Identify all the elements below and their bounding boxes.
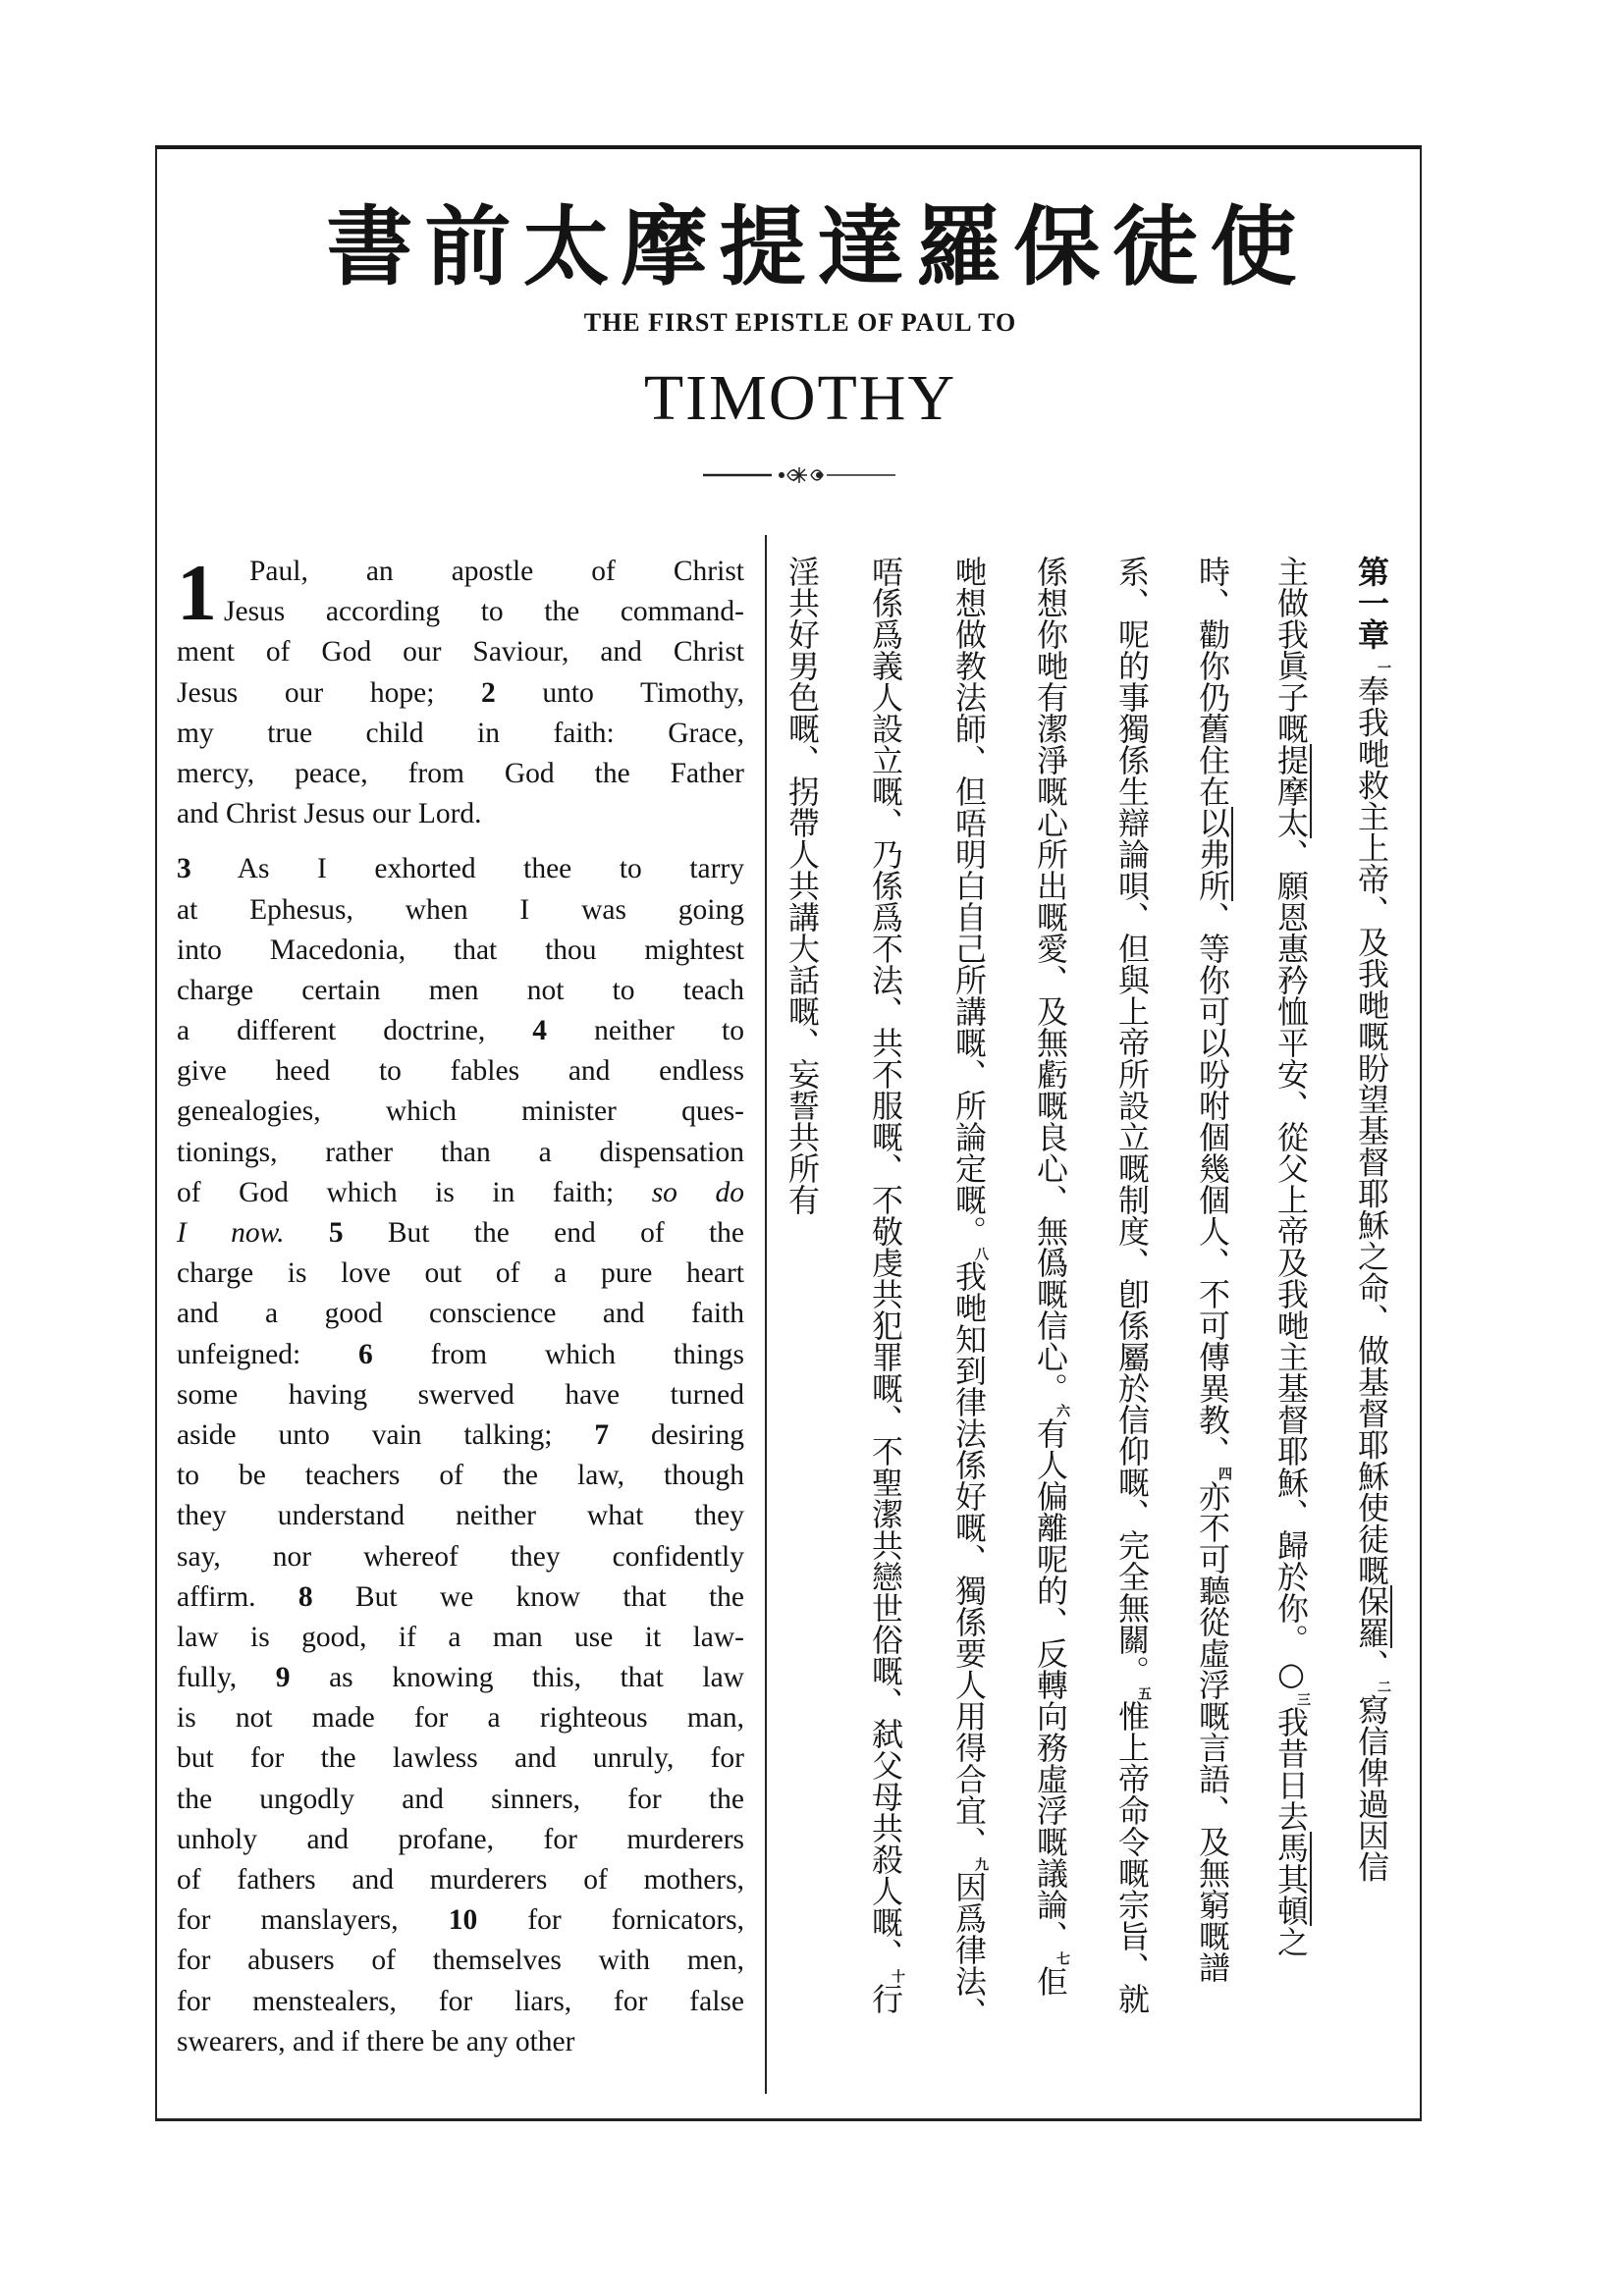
text-run: but for the lawless and unruly, for: [177, 1742, 744, 1775]
text-run: charge is love out of a pure heart: [177, 1257, 744, 1290]
column-divider: [765, 535, 767, 2094]
text-run: my true child in faith: Grace,: [177, 717, 744, 749]
chinese-column: [1191, 556, 1234, 2102]
text-run: is not made for a righteous man,: [177, 1702, 744, 1735]
text-run: aside unto vain talking;: [177, 1418, 595, 1451]
english-subtitle: THE FIRST EPISTLE OF PAUL TO: [583, 308, 1017, 337]
chinese-column: [781, 556, 824, 2102]
verse-number: 6: [358, 1338, 373, 1370]
verse-number: 2: [481, 676, 496, 709]
verse-marker: 十: [890, 1969, 905, 1983]
text-run: Jesus our hope;: [177, 676, 482, 709]
text-run: for manslayers,: [177, 1904, 449, 1937]
text-run: law is good, if a man use it law-: [177, 1621, 744, 1653]
text-line: [177, 1860, 744, 1900]
text-run: 佢: [1032, 1965, 1069, 1997]
title-character: 達: [817, 195, 904, 297]
text-run: for fornicators,: [477, 1904, 744, 1937]
text-run: [285, 1217, 329, 1249]
text-line: [177, 931, 744, 971]
text-run: they understand neither what they: [177, 1500, 744, 1532]
title-character: 摩: [621, 195, 708, 297]
book-title: TIMOTHY: [643, 362, 957, 434]
proper-name: 保羅: [1353, 1585, 1390, 1649]
text-line: [177, 673, 744, 714]
text-run: 、等你可以吩咐個幾個人、不可傳異教、: [1194, 901, 1231, 1467]
text-run: I now.: [177, 1217, 285, 1249]
text-run: 系、呢的事獨係生辯論唄、但與上帝所設立嘅制度、卽係屬於信仰嘅、完全無關。: [1113, 556, 1151, 1686]
english-text-column: [177, 548, 745, 2077]
verse-marker: 七: [1055, 1951, 1070, 1965]
text-run: give heed to fables and endless: [177, 1055, 744, 1088]
text-run: 淫共好男色嘅、拐帶人共講大話嘅、妄誓共所有: [784, 556, 821, 1215]
text-run: and Christ Jesus our Lord.: [177, 798, 482, 830]
text-run: 惟上帝命令嘅宗旨、就: [1113, 1700, 1151, 2014]
text-run: 係想你哋有潔淨嘅心所出嘅愛、及無虧嘅良心、無僞嘅信心。: [1032, 556, 1069, 1404]
text-run: 寫信俾過因信: [1353, 1693, 1390, 1883]
verse-number: 4: [532, 1015, 548, 1047]
text-run: As I exhorted thee to tarry: [190, 853, 744, 885]
text-run: charge certain men not to teach: [177, 974, 744, 1006]
proper-name: 馬其頓: [1272, 1832, 1310, 1926]
text-line: [177, 1092, 744, 1132]
verse-marker: 二: [1376, 1680, 1391, 1694]
text-run: But we know that the: [312, 1580, 744, 1613]
text-run: unfeigned:: [177, 1338, 359, 1370]
text-run: some having swerved have turned: [177, 1378, 744, 1411]
text-run: ment of God our Saviour, and Christ: [177, 636, 744, 668]
text-run: affirm.: [177, 1580, 298, 1613]
text-run: genealogies, which minister ques-: [177, 1095, 744, 1128]
text-line: [177, 890, 744, 931]
verse-number: 5: [328, 1217, 344, 1249]
chinese-column: [1350, 556, 1393, 2102]
text-line: [177, 552, 744, 592]
paragraph: [177, 849, 744, 2062]
text-line: [177, 1658, 744, 1698]
text-run: swearers, and if there be any other: [177, 2025, 575, 2057]
text-line: [177, 1254, 744, 1294]
chinese-title: [0, 192, 1623, 300]
text-line: [177, 632, 744, 672]
verse-marker: 五: [1136, 1686, 1152, 1700]
text-run: neither to: [547, 1015, 744, 1047]
verse-number: 9: [275, 1662, 291, 1694]
chinese-column: [1110, 556, 1154, 2102]
title-character: 書: [326, 195, 413, 297]
text-run: a different doctrine,: [177, 1015, 533, 1047]
text-run: say, nor whereof they confidently: [177, 1540, 744, 1573]
text-line: [177, 1213, 744, 1254]
verse-number: 8: [298, 1580, 313, 1613]
text-line: [177, 1335, 744, 1375]
text-run: at Ephesus, when I was going: [177, 893, 744, 926]
paragraph: [177, 548, 744, 834]
verse-marker: 三: [1295, 1692, 1311, 1706]
text-run: as knowing this, that law: [290, 1662, 744, 1694]
text-run: But the end of the: [343, 1217, 744, 1249]
verse-marker: 八: [973, 1247, 989, 1260]
text-run: 哋想做教法師、但唔明白自己所講嘅、所論定嘅。: [950, 556, 988, 1247]
text-run: 有人偏離呢的、反轉向務虛浮嘅議論、: [1032, 1417, 1069, 1951]
text-line: [177, 1173, 744, 1213]
text-line: [177, 592, 744, 632]
title-character: 羅: [915, 195, 1002, 297]
verse-marker: 六: [1055, 1404, 1070, 1417]
title-character: 徒: [1111, 195, 1199, 297]
chinese-column: [947, 556, 991, 2102]
chinese-column: [864, 556, 907, 2102]
text-run: 唔係爲義人設立嘅、乃係爲不法、共不服嘅、不敬虔共犯罪嘅、不聖潔共戀世俗嘅、弑父母共殺人嘅、: [867, 556, 904, 1969]
text-run: 因爲律法、: [950, 1871, 988, 2028]
chinese-column: [1270, 556, 1313, 2102]
text-run: 主做我眞子嘅: [1272, 556, 1310, 744]
text-run: for abusers of themselves with men,: [177, 1945, 744, 1977]
text-run: Jesus according to the command-: [224, 596, 744, 628]
text-line: [177, 1698, 744, 1738]
proper-name: 提摩太: [1272, 744, 1310, 838]
chinese-column: [1029, 556, 1072, 2102]
text-run: desiring: [609, 1418, 744, 1451]
text-run: fully,: [177, 1662, 276, 1694]
text-line: [177, 1415, 744, 1456]
text-line: [177, 1294, 744, 1334]
title-character: 提: [719, 195, 806, 297]
text-line: [177, 1982, 744, 2022]
title-character: 保: [1013, 195, 1101, 297]
text-run: 我昔日去: [1272, 1706, 1310, 1832]
text-run: mercy, peace, from God the Father: [177, 757, 744, 789]
text-line: [177, 1537, 744, 1577]
proper-name: 以弗所: [1194, 807, 1231, 901]
text-run: from which things: [372, 1338, 745, 1370]
text-line: [177, 1738, 744, 1779]
verse-marker: 一: [1376, 661, 1391, 675]
title-character: 前: [424, 195, 512, 297]
text-run: so do: [651, 1176, 744, 1208]
verse-marker: 九: [973, 1857, 989, 1871]
text-run: 行: [867, 1983, 904, 2014]
text-run: 亦不可聽從虛浮嘅言語、及無窮嘅譜: [1194, 1480, 1231, 1983]
text-line: [177, 1780, 744, 1820]
text-line: [177, 1820, 744, 1860]
text-line: [177, 1133, 744, 1173]
text-run: into Macedonia, that thou mightest: [177, 934, 744, 966]
text-line: [177, 714, 744, 754]
text-run: the ungodly and sinners, for the: [177, 1783, 744, 1815]
text-line: [177, 2022, 744, 2062]
text-line: [177, 849, 744, 889]
text-run: of fathers and murderers of mothers,: [177, 1864, 744, 1896]
verse-number: 10: [448, 1904, 478, 1937]
verse-number: 7: [594, 1418, 610, 1451]
chapter-number-dropcap: 1: [177, 548, 217, 637]
ornament-divider: [703, 463, 895, 487]
text-run: 、: [1353, 1648, 1390, 1681]
text-line: [177, 1900, 744, 1941]
text-run: for menstealers, for liars, for false: [177, 1985, 744, 2017]
text-line: [177, 1051, 744, 1092]
text-line: [177, 1577, 744, 1618]
text-line: [177, 754, 744, 794]
text-line: [177, 1618, 744, 1658]
text-run: 我哋知到律法係好嘅、獨係要人用得合宜、: [950, 1260, 988, 1857]
verse-marker: 四: [1217, 1467, 1232, 1480]
text-run: 、願恩惠矜恤平安、從父上帝及我哋主基督耶穌、歸於你。○: [1272, 838, 1310, 1692]
text-run: unto Timothy,: [495, 676, 744, 709]
text-line: [177, 794, 744, 834]
text-line: [177, 1011, 744, 1051]
title-character: 太: [522, 195, 610, 297]
verse-number: 3: [177, 853, 191, 885]
text-line: [177, 971, 744, 1011]
text-run: to be teachers of the law, though: [177, 1460, 744, 1492]
text-run: 時、勸你仍舊住在: [1194, 556, 1231, 807]
text-run: of God which is in faith;: [177, 1176, 652, 1208]
text-line: [177, 1496, 744, 1536]
text-run: 奉我哋救主上帝、及我哋嘅盼望基督耶穌之命、做基督耶穌使徒嘅: [1353, 674, 1390, 1586]
text-run: and a good conscience and faith: [177, 1298, 744, 1330]
text-line: [177, 1456, 744, 1496]
chapter-heading: 第一章: [1353, 556, 1390, 662]
title-character: 使: [1210, 195, 1297, 297]
text-run: Paul, an apostle of Christ: [249, 556, 744, 587]
text-run: 之: [1272, 1926, 1310, 1957]
text-run: tionings, rather than a dispensation: [177, 1136, 744, 1168]
text-line: [177, 1941, 744, 1981]
text-run: unholy and profane, for murderers: [177, 1823, 744, 1855]
text-line: [177, 1375, 744, 1415]
